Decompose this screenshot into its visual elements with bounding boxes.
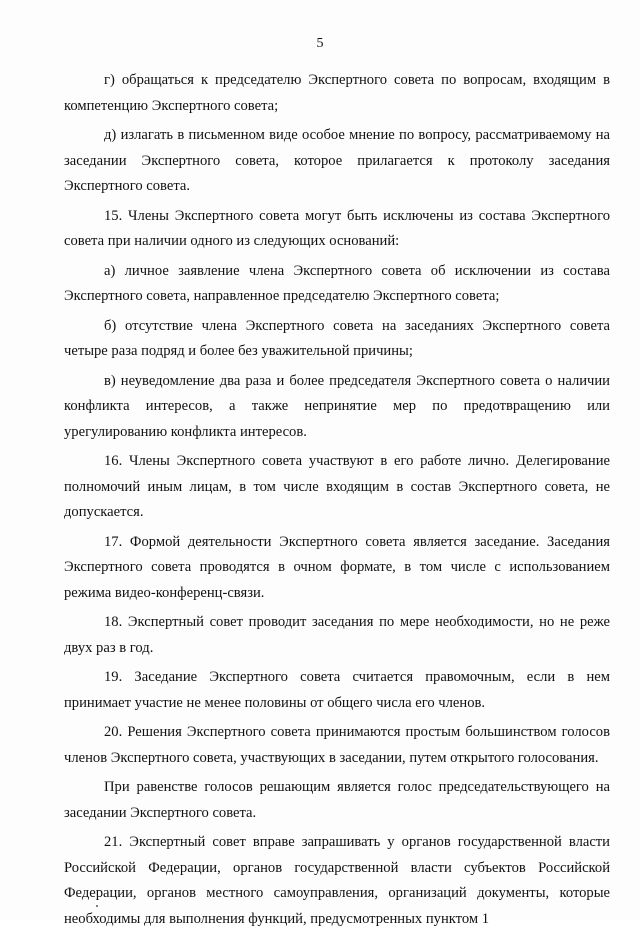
paragraph-clause-20: 20. Решения Экспертного совета принимаются простым большинством голосов членов Экспертного совета, участвующих в заседании, путем открытого голосования. bbox=[64, 724, 610, 766]
paragraph-clause-19: 19. Заседание Экспертного совета считается правомочным, если в нем принимает участие не менее половины от общего числа его членов. bbox=[64, 669, 610, 711]
paragraph-tie-vote: При равенстве голосов решающим является голос председательствующего на заседании Экспертного совета. bbox=[64, 779, 610, 821]
paragraph-clause-21: 21. Экспертный совет вправе запрашивать у органов государственной власти Российской Федерации, органов государственной власти субъектов Российской Федерации, органов местного самоуправления, организаций документы, которые необходимы для выполнения функций, предусмотренных пунктом 1 bbox=[64, 834, 610, 927]
scan-artifact bbox=[96, 905, 98, 907]
paragraph-item-g: г) обращаться к председателю Экспертного совета по вопросам, входящим в компетенцию Экспертного совета; bbox=[64, 72, 610, 114]
paragraph-clause-15: 15. Члены Экспертного совета могут быть исключены из состава Экспертного совета при наличии одного из следующих оснований: bbox=[64, 207, 610, 249]
paragraph-item-d: д) излагать в письменном виде особое мнение по вопросу, рассматриваемому на заседании Экспертного совета, которое прилагается к протоколу заседания Экспертного совета. bbox=[64, 127, 610, 194]
paragraph-item-v: в) неуведомление два раза и более председателя Экспертного совета о наличии конфликта интересов, а также непринятие мер по предотвращению или урегулированию конфликта интересов. bbox=[64, 372, 610, 440]
page-number: 5 bbox=[316, 36, 324, 51]
paragraph-item-b: б) отсутствие члена Экспертного совета на заседаниях Экспертного совета четыре раза подряд и более без уважительной причины; bbox=[64, 317, 610, 359]
paragraph-clause-18: 18. Экспертный совет проводит заседания по мере необходимости, но не реже двух раз в год. bbox=[64, 614, 610, 656]
paragraph-clause-16: 16. Члены Экспертного совета участвуют в его работе лично. Делегирование полномочий иным лицам, в том числе входящим в состав Экспертного совета, не допускается. bbox=[64, 453, 610, 520]
document-body bbox=[64, 68, 610, 932]
paragraph-item-a: а) личное заявление члена Экспертного совета об исключении из состава Экспертного совета, направленное председателю Экспертного совета; bbox=[64, 262, 610, 304]
paragraph-clause-17: 17. Формой деятельности Экспертного совета является заседание. Заседания Экспертного совета проводятся в очном формате, в том числе с использованием режима видео-конференц-связи. bbox=[64, 533, 610, 601]
